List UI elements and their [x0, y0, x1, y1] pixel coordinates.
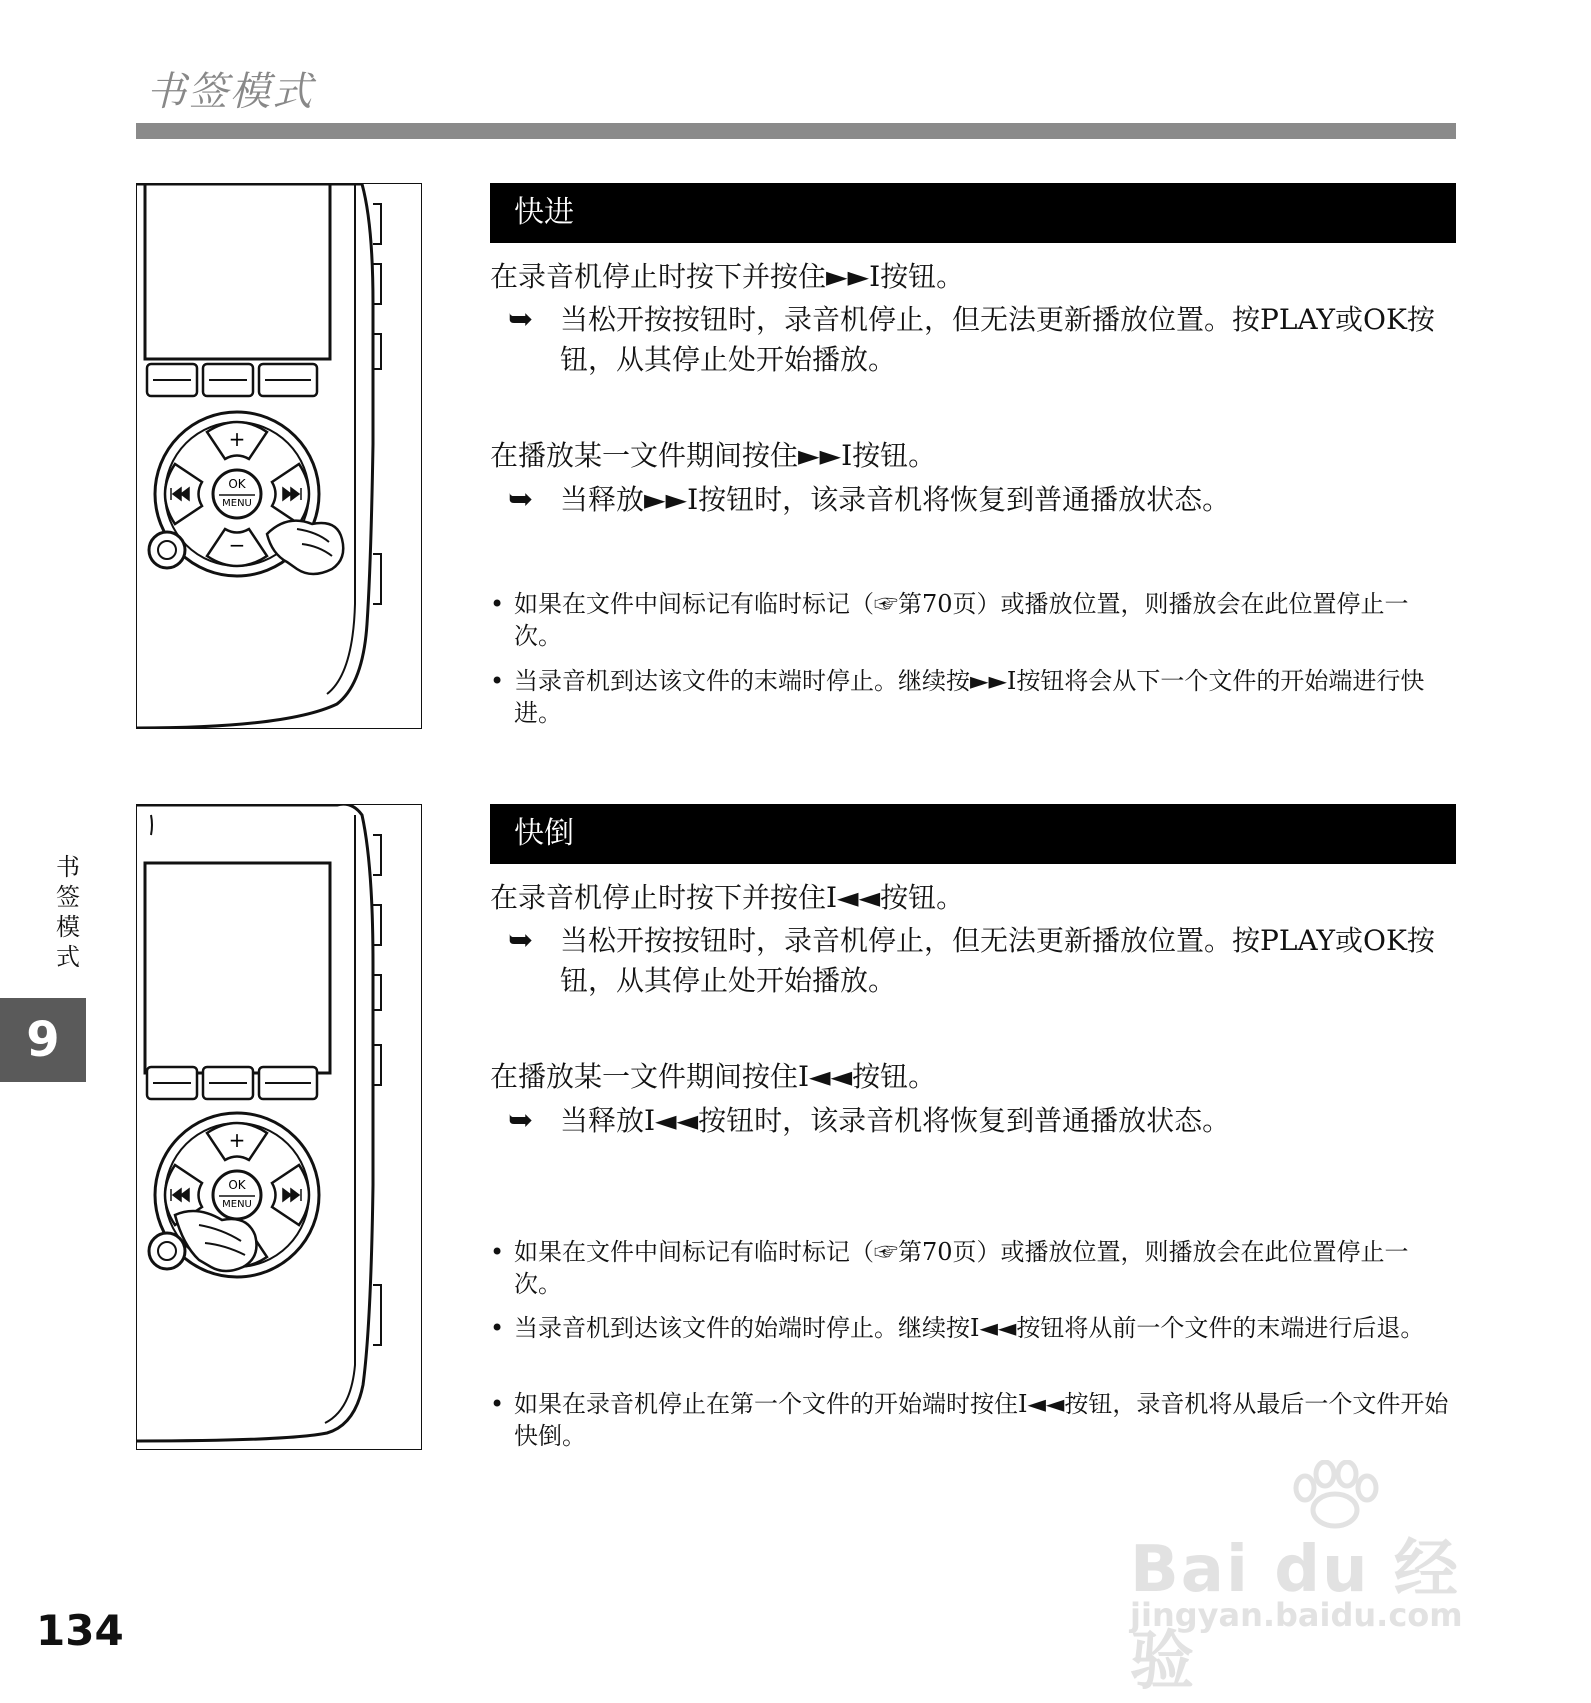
recorder-illustration-rewind	[136, 804, 422, 1450]
plus-label: +	[228, 1128, 246, 1152]
baidu-watermark	[1120, 1460, 1500, 1699]
rw-result-playing-text: 当释放I◄◄按钮时，该录音机将恢复到普通播放状态。	[560, 1104, 1231, 1137]
bullet-icon: •	[490, 590, 505, 618]
ff-note-text: 当录音机到达该文件的末端时停止。继续按►►I按钮将会从下一个文件的开始端进行快进。	[514, 667, 1425, 727]
arrow-icon: ➥	[508, 482, 534, 517]
page-number: 134	[36, 1606, 124, 1655]
bullet-icon: •	[490, 1390, 505, 1418]
rw-note	[490, 1236, 1456, 1300]
menu-label: MENU	[222, 1199, 252, 1210]
bullet-icon: •	[490, 1238, 505, 1266]
bullet-icon: •	[490, 667, 505, 695]
section-title-fast-forward: 快进	[490, 183, 1456, 243]
ff-result-stopped-text: 当松开按按钮时，录音机停止，但无法更新播放位置。按PLAY或OK按钮，从其停止处开始播放。	[560, 303, 1435, 376]
page-header-title: 书签模式	[146, 69, 314, 115]
menu-label: MENU	[222, 498, 252, 509]
arrow-icon: ➥	[508, 923, 534, 958]
rw-result-stopped	[508, 921, 1456, 1001]
sidebar-chapter-label: 书签模式	[56, 853, 80, 971]
ok-label: OK	[228, 1178, 246, 1192]
recorder-illustration-fast-forward	[136, 183, 422, 729]
ff-note	[490, 665, 1456, 729]
watermark-main: Bai du 经验	[1130, 1533, 1460, 1699]
ff-result-stopped	[508, 300, 1456, 380]
watermark-url: jingyan.baidu.com	[1130, 1596, 1463, 1634]
rw-result-playing	[508, 1101, 1456, 1141]
chapter-tab: 9	[0, 998, 86, 1082]
minus-label: −	[228, 533, 246, 557]
rw-note-text: 当录音机到达该文件的始端时停止。继续按I◄◄按钮将从前一个文件的末端进行后退。	[514, 1314, 1425, 1342]
arrow-icon: ➥	[508, 302, 534, 337]
rw-note-text: 如果在录音机停止在第一个文件的开始端时按住I◄◄按钮，录音机将从最后一个文件开始快倒。	[514, 1390, 1449, 1450]
ff-step-playing: 在播放某一文件期间按住►►I按钮。	[490, 439, 937, 472]
rw-step-stopped: 在录音机停止时按下并按住I◄◄按钮。	[490, 881, 965, 914]
ff-result-playing	[508, 480, 1456, 520]
rw-note	[490, 1388, 1456, 1452]
ff-result-playing-text: 当释放►►I按钮时，该录音机将恢复到普通播放状态。	[560, 483, 1231, 516]
bullet-icon: •	[490, 1314, 505, 1342]
plus-label: +	[228, 427, 246, 451]
rw-step-playing: 在播放某一文件期间按住I◄◄按钮。	[490, 1060, 937, 1093]
ok-label: OK	[228, 477, 246, 491]
ff-note	[490, 588, 1456, 652]
rw-result-stopped-text: 当松开按按钮时，录音机停止，但无法更新播放位置。按PLAY或OK按钮，从其停止处开始播放。	[560, 924, 1435, 997]
ff-step-stopped: 在录音机停止时按下并按住►►I按钮。	[490, 260, 965, 293]
rw-note	[490, 1312, 1456, 1344]
header-rule	[136, 123, 1456, 139]
ff-note-text: 如果在文件中间标记有临时标记（☞第70页）或播放位置，则播放会在此位置停止一次。	[514, 590, 1409, 650]
arrow-icon: ➥	[508, 1103, 534, 1138]
rw-note-text: 如果在文件中间标记有临时标记（☞第70页）或播放位置，则播放会在此位置停止一次。	[514, 1238, 1409, 1298]
section-title-rewind: 快倒	[490, 804, 1456, 864]
